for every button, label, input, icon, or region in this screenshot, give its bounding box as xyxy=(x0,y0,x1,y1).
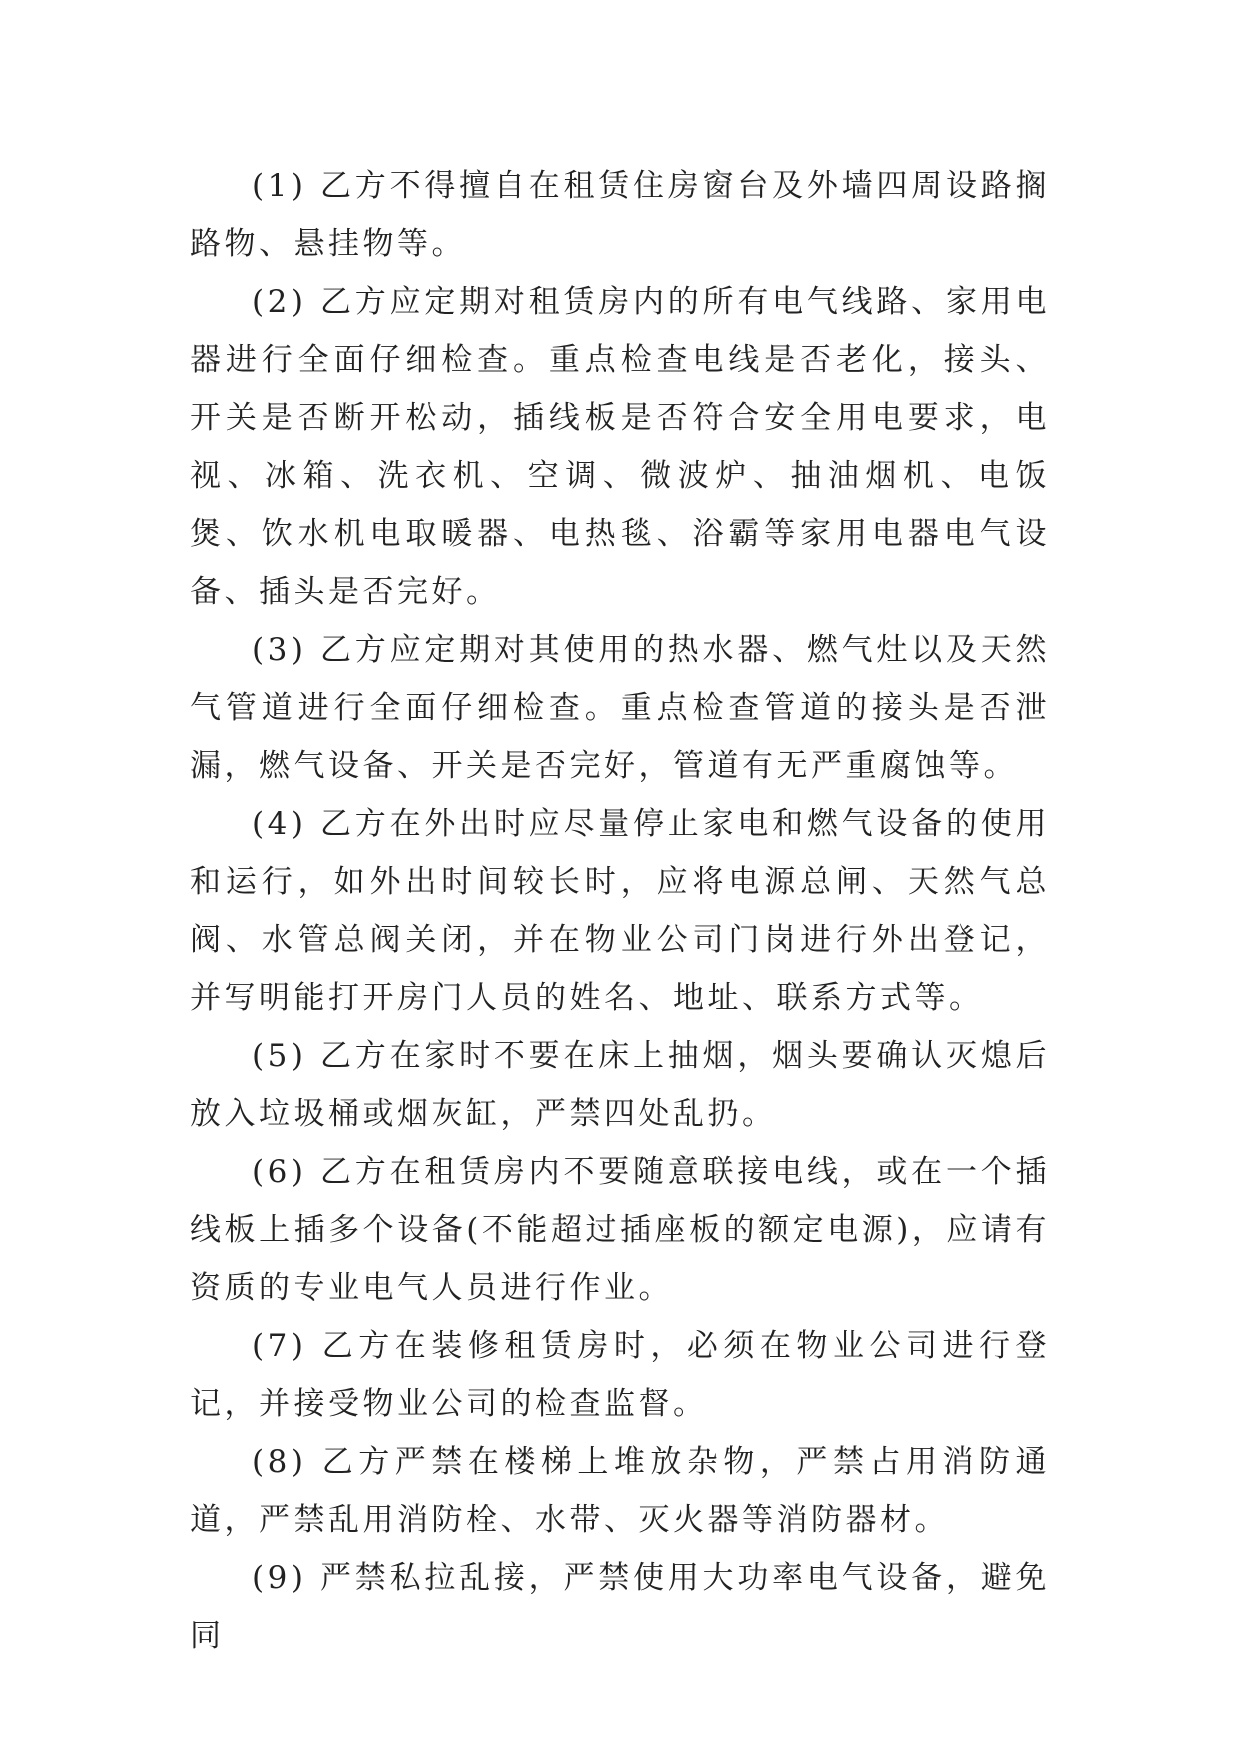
clause-1: (1) 乙方不得擅自在租赁住房窗台及外墙四周设路搁路物、悬挂物等。 xyxy=(190,168,1050,262)
clause-4: (4) 乙方在外出时应尽量停止家电和燃气设备的使用和运行，如外出时间较长时，应将电源总闸、天然气总阀、水管总阀关闭，并在物业公司门岗进行外出登记，并写明能打开房门人员的姓名、地址、联系方式等。 xyxy=(190,806,1050,1016)
clause-6: (6) 乙方在租赁房内不要随意联接电线，或在一个插线板上插多个设备(不能超过插座板的额定电源)，应请有资质的专业电气人员进行作业。 xyxy=(190,1154,1050,1306)
clause-5: (5) 乙方在家时不要在床上抽烟，烟头要确认灭熄后放入垃圾桶或烟灰缸，严禁四处乱扔。 xyxy=(190,1038,1050,1132)
clause-3: (3) 乙方应定期对其使用的热水器、燃气灶以及天然气管道进行全面仔细检查。重点检查管道的接头是否泄漏，燃气设备、开关是否完好，管道有无严重腐蚀等。 xyxy=(190,632,1050,784)
clause-9: (9) 严禁私拉乱接，严禁使用大功率电气设备，避免同 xyxy=(190,1560,1050,1654)
clause-2: (2) 乙方应定期对租赁房内的所有电气线路、家用电器进行全面仔细检查。重点检查电线是否老化，接头、开关是否断开松动，插线板是否符合安全用电要求，电视、冰箱、洗衣机、空调、微波炉、抽油烟机、电饭煲、饮水机电取暖器、电热毯、浴霸等家用电器电气设备、插头是否完好。 xyxy=(190,284,1050,610)
clause-8: (8) 乙方严禁在楼梯上堆放杂物，严禁占用消防通道，严禁乱用消防栓、水带、灭火器等消防器材。 xyxy=(190,1444,1050,1538)
document-body xyxy=(190,157,1050,1665)
clause-7: (7) 乙方在装修租赁房时，必须在物业公司进行登记，并接受物业公司的检查监督。 xyxy=(190,1328,1050,1422)
